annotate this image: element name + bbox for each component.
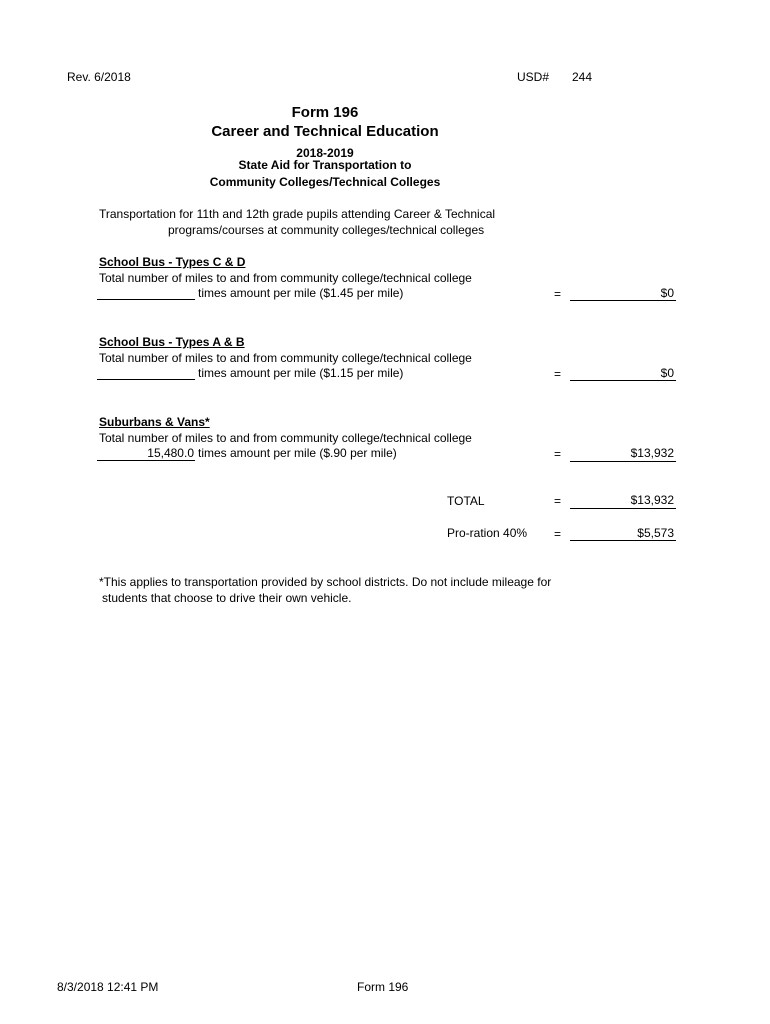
amount-line-vans [570,461,676,462]
proration-label: Pro-ration 40% [447,526,528,540]
amount-line-bus-ab [570,380,676,381]
revision-date: Rev. 6/2018 [67,70,131,84]
footer-datetime: 8/3/2018 12:41 PM [57,980,159,994]
equals-bus-cd: = [554,287,562,301]
amount-vans: $13,932 [630,446,674,460]
form-title: Form 196 [291,104,359,121]
amount-bus-ab: $0 [660,366,674,380]
total-line [570,508,676,509]
intro-line-2: programs/courses at community colleges/technical colleges [168,223,485,237]
footnote-line-2: students that choose to drive their own vehicle. [102,591,352,605]
section-heading-vans: Suburbans & Vans* [99,415,210,429]
equals-bus-ab: = [554,367,562,381]
amount-line-bus-cd [570,300,676,301]
section-description-vans: Total number of miles to and from community college/technical college [99,431,472,445]
subtitle-line-1: State Aid for Transportation to [238,158,412,172]
amount-bus-cd: $0 [660,286,674,300]
proration-value: $5,573 [637,526,674,540]
proration-equals: = [554,527,562,541]
section-heading-bus-ab: School Bus - Types A & B [99,335,245,349]
section-description-bus-ab: Total number of miles to and from community college/technical college [99,351,472,365]
section-heading-bus-cd: School Bus - Types C & D [99,255,246,269]
rate-text-bus-ab: times amount per mile ($1.15 per mile) [198,366,404,380]
school-year: 2018-2019 [296,146,354,160]
subtitle-line-2: Community Colleges/Technical Colleges [209,175,441,189]
miles-input-line-bus-ab [97,379,195,380]
usd-label: USD# [517,70,550,84]
proration-line [570,540,676,541]
intro-line-1: Transportation for 11th and 12th grade pupils attending Career & Technical [99,207,496,221]
total-value: $13,932 [630,493,674,507]
section-description-bus-cd: Total number of miles to and from community college/technical college [99,271,472,285]
miles-value-vans: 15,480.0 [147,446,194,460]
rate-text-vans: times amount per mile ($.90 per mile) [198,446,397,460]
footer-form-label: Form 196 [357,980,409,994]
total-label: TOTAL [447,494,485,508]
miles-input-line-bus-cd [97,299,195,300]
rate-text-bus-cd: times amount per mile ($1.45 per mile) [198,286,404,300]
usd-number: 244 [572,70,593,84]
equals-vans: = [554,447,562,461]
footnote-line-1: *This applies to transportation provided by school districts. Do not include mileage for [99,575,552,589]
program-title: Career and Technical Education [211,123,439,140]
miles-input-line-vans [97,460,195,461]
total-equals: = [554,494,562,508]
